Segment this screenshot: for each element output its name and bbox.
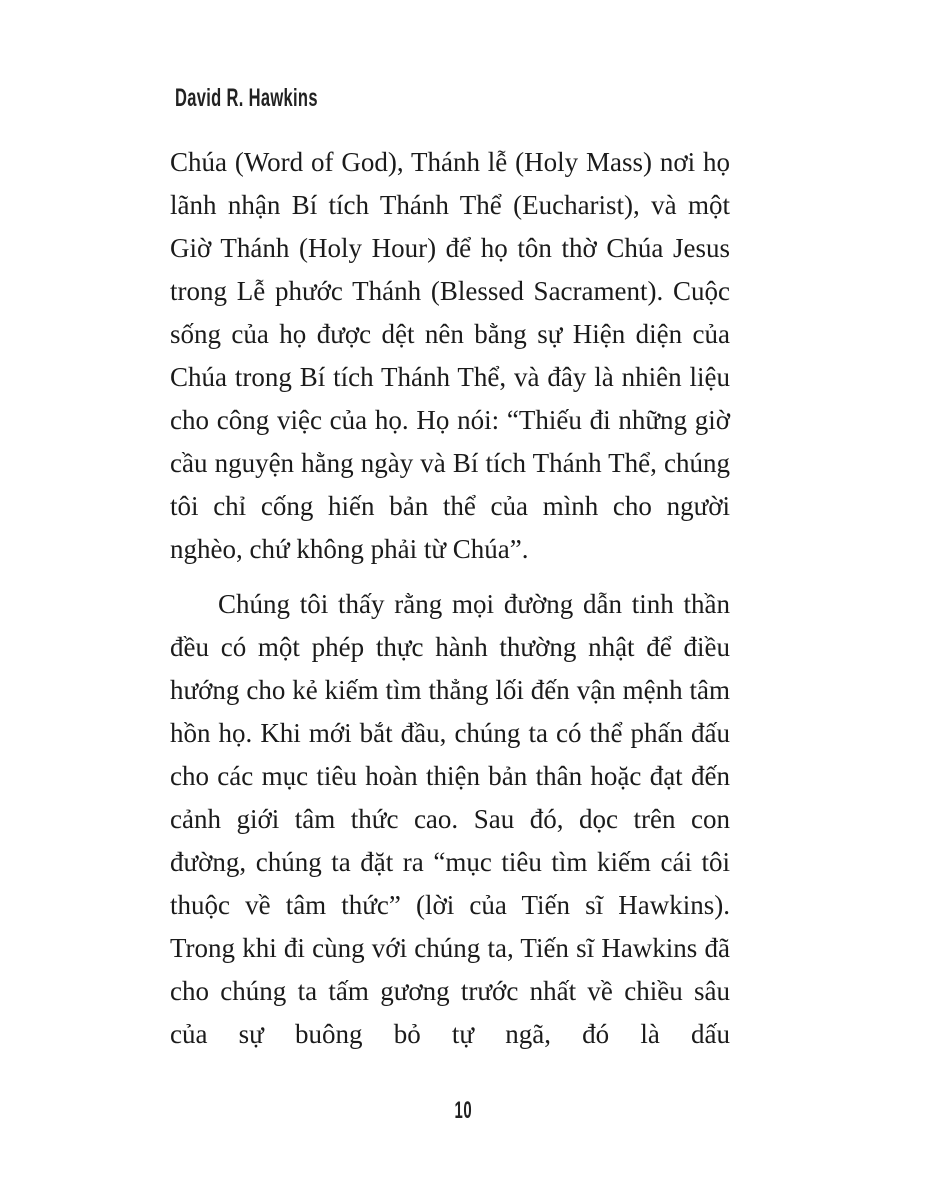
page-number: 10 — [454, 1097, 473, 1124]
page-body — [170, 141, 730, 1056]
running-header — [175, 84, 391, 113]
paragraph: Chúng tôi thấy rằng mọi đường dẫn tinh thần đều có một phép thực hành thường nhật để điều hướng cho kẻ kiếm tìm thẳng lối đến vận mệnh tâm hồn họ. Khi mới bắt đầu, chúng ta có thể phấn đấu cho các mục tiêu hoàn thiện bản thân hoặc đạt đến cảnh giới tâm thức cao. Sau đó, dọc trên con đường, chúng ta đặt ra “mục tiêu tìm kiếm cái tôi thuộc về tâm thức” (lời của Tiến sĩ Hawkins). Trong khi đi cùng với chúng ta, Tiến sĩ Hawkins đã cho chúng ta tấm gương trước nhất về chiều sâu của sự buông bỏ tự ngã, đó là dấu — [170, 589, 730, 1049]
running-header-text: David R. Hawkins — [175, 84, 318, 112]
page-footer — [0, 1097, 927, 1125]
paragraph: Chúa (Word of God), Thánh lễ (Holy Mass) nơi họ lãnh nhận Bí tích Thánh Thể (Eucharist), và một Giờ Thánh (Holy Hour) để họ tôn thờ Chúa Jesus trong Lễ phước Thánh (Blessed Sacrament). Cuộc sống của họ được dệt nên bằng sự Hiện diện của Chúa trong Bí tích Thánh Thể, và đây là nhiên liệu cho công việc của họ. Họ nói: “Thiếu đi những giờ cầu nguyện hằng ngày và Bí tích Thánh Thể, chúng tôi chỉ cống hiến bản thể của mình cho người nghèo, chứ không phải từ Chúa”. — [170, 147, 730, 564]
